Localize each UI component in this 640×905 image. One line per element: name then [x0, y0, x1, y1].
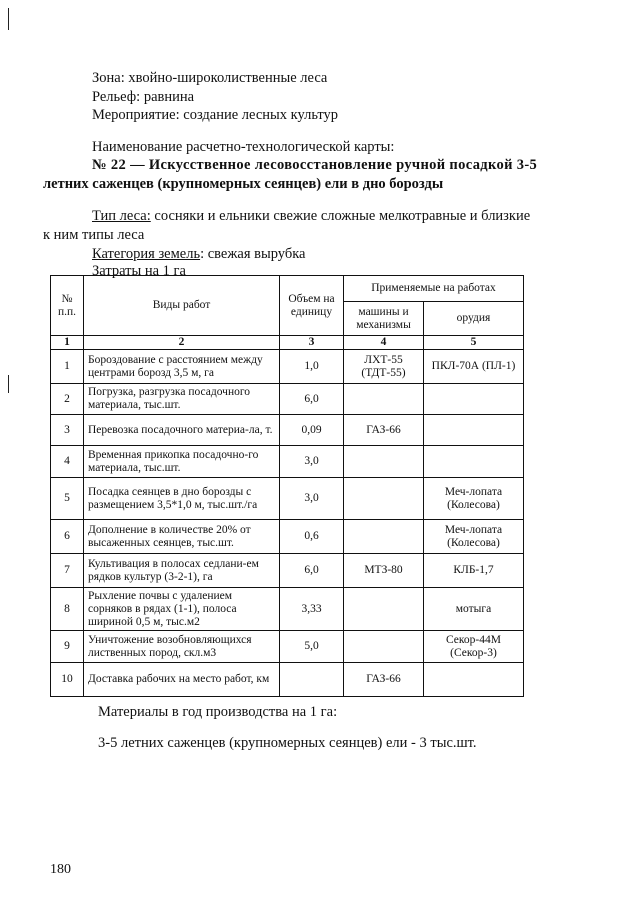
row-number: 1 [51, 350, 84, 384]
row-number: 10 [51, 663, 84, 697]
row-tool [424, 446, 524, 478]
header-num: № п.п. [51, 276, 84, 336]
row-volume: 5,0 [280, 631, 344, 663]
row-machine: МТЗ-80 [344, 554, 424, 588]
row-volume [280, 663, 344, 697]
table-row [51, 478, 524, 520]
forest-type-label: Тип леса: [92, 208, 151, 224]
table-row [51, 384, 524, 415]
row-machine [344, 478, 424, 520]
row-number: 9 [51, 631, 84, 663]
row-number: 6 [51, 520, 84, 554]
works-table [50, 275, 524, 697]
row-machine: ЛХТ-55 (ТДТ-55) [344, 350, 424, 384]
scan-margin-mark [8, 8, 9, 30]
scan-margin-mark [8, 375, 9, 393]
index-cell: 5 [424, 336, 524, 350]
row-work: Посадка сеянцев в дно борозды с размещением 3,5*1,0 м, тыс.шт./га [84, 478, 280, 520]
table-row [51, 446, 524, 478]
land-category-line [92, 245, 305, 263]
header-volume: Объем на единицу [280, 276, 344, 336]
row-work: Дополнение в количестве 20% от высаженных сеянцев, тыс.шт. [84, 520, 280, 554]
row-volume: 0,6 [280, 520, 344, 554]
land-category-label: Категория земель [92, 246, 201, 262]
header-applied: Применяемые на работах [344, 276, 524, 302]
card-name-label: Наименование расчетно-технологической карты: [92, 139, 395, 155]
row-volume: 1,0 [280, 350, 344, 384]
row-tool [424, 415, 524, 446]
forest-type-value: сосняки и ельники свежие сложные мелкотравные и близкие [150, 208, 531, 224]
header-tools: орудия [424, 302, 524, 336]
materials-item: 3-5 летних саженцев (крупномерных сеянцев) ели - 3 тыс.шт. [98, 735, 477, 751]
page-number: 180 [50, 862, 71, 877]
row-tool [424, 663, 524, 697]
row-tool: Меч-лопата (Колесова) [424, 520, 524, 554]
row-work: Погрузка, разгрузка посадочного материала, тыс.шт. [84, 384, 280, 415]
land-category-value: : свежая вырубка [200, 246, 306, 262]
index-cell: 2 [84, 336, 280, 350]
zone-line: Зона: хвойно-широколиственные леса [92, 70, 328, 86]
row-tool: ПКЛ-70А (ПЛ-1) [424, 350, 524, 384]
row-work: Временная прикопка посадочно-го материала, тыс.шт. [84, 446, 280, 478]
cost-line: Затраты на 1 га [92, 263, 186, 279]
row-number: 5 [51, 478, 84, 520]
row-tool: Меч-лопата (Колесова) [424, 478, 524, 520]
row-volume: 0,09 [280, 415, 344, 446]
table-row [51, 588, 524, 631]
row-work: Бороздование с расстоянием между центрами борозд 3,5 м, га [84, 350, 280, 384]
row-machine [344, 384, 424, 415]
row-tool [424, 384, 524, 415]
index-cell: 4 [344, 336, 424, 350]
row-work: Рыхление почвы с удалением сорняков в рядах (1-1), полоса шириной 0,5 м, тыс.м2 [84, 588, 280, 631]
row-work: Перевозка посадочного материа-ла, т. [84, 415, 280, 446]
table-row [51, 663, 524, 697]
row-number: 7 [51, 554, 84, 588]
relief-line: Рельеф: равнина [92, 89, 195, 105]
row-number: 4 [51, 446, 84, 478]
card-title-line-1: № 22 — Искусственное лесовосстановление ручной посадкой 3-5 [92, 157, 538, 173]
forest-type-continuation: к ним типы леса [43, 227, 145, 243]
table-row [51, 415, 524, 446]
forest-type-line [92, 207, 530, 225]
row-machine [344, 520, 424, 554]
row-volume: 6,0 [280, 554, 344, 588]
row-machine [344, 588, 424, 631]
row-number: 3 [51, 415, 84, 446]
row-work: Уничтожение возобновляющихся лиственных пород, скл.м3 [84, 631, 280, 663]
row-tool: КЛБ-1,7 [424, 554, 524, 588]
row-tool: мотыга [424, 588, 524, 631]
table-row [51, 554, 524, 588]
row-machine: ГАЗ-66 [344, 415, 424, 446]
row-work: Культивация в полосах седлани-ем рядков культур (3-2-1), га [84, 554, 280, 588]
index-cell: 3 [280, 336, 344, 350]
row-work: Доставка рабочих на место работ, км [84, 663, 280, 697]
measure-line: Мероприятие: создание лесных культур [92, 107, 339, 123]
row-machine: ГАЗ-66 [344, 663, 424, 697]
index-cell: 1 [51, 336, 84, 350]
header-machines: машины и механизмы [344, 302, 424, 336]
row-volume: 3,0 [280, 446, 344, 478]
materials-heading: Материалы в год производства на 1 га: [98, 704, 338, 720]
table-row [51, 350, 524, 384]
header-works: Виды работ [84, 276, 280, 336]
row-number: 8 [51, 588, 84, 631]
table-row [51, 631, 524, 663]
row-machine [344, 631, 424, 663]
row-tool: Секор-44М (Секор-3) [424, 631, 524, 663]
row-volume: 3,0 [280, 478, 344, 520]
row-number: 2 [51, 384, 84, 415]
row-machine [344, 446, 424, 478]
card-title-line-2: летних саженцев (крупномерных сеянцев) ели в дно борозды [43, 176, 444, 192]
table-row [51, 520, 524, 554]
row-volume: 6,0 [280, 384, 344, 415]
row-volume: 3,33 [280, 588, 344, 631]
